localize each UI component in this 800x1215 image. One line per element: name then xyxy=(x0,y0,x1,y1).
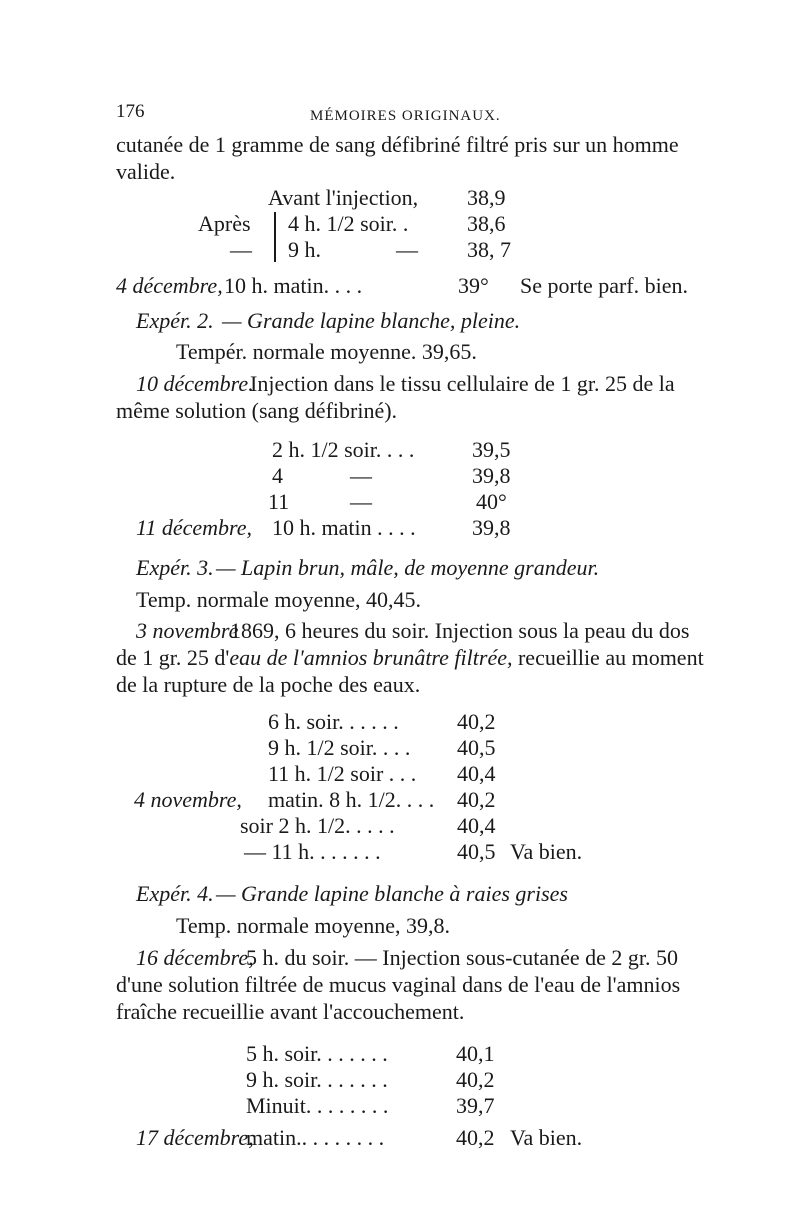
table-note: Se porte parf. bien. xyxy=(520,273,688,298)
table-time: soir 2 h. 1/2. . . . . xyxy=(240,813,395,838)
table-time: 10 h. matin. . . . xyxy=(224,273,363,298)
ditto-dash: — xyxy=(396,237,418,262)
table-value: 40,2 xyxy=(457,787,496,812)
table-value: 39,8 xyxy=(472,463,511,488)
table-date: 4 décembre, xyxy=(116,273,223,298)
table-value: 39,7 xyxy=(456,1093,495,1118)
experiment-description: — Grande lapine blanche à raies grises xyxy=(216,881,568,906)
table-time: matin. 8 h. 1/2. . . . xyxy=(268,787,435,812)
paragraph-line: valide. xyxy=(116,159,176,184)
page-number: 176 xyxy=(116,101,145,122)
ditto-dash: — xyxy=(350,489,372,514)
text-segment: de 1 gr. 25 d' xyxy=(116,645,230,670)
table-value: 39,8 xyxy=(472,515,511,540)
table-value: 40,2 xyxy=(456,1067,495,1092)
table-value: 40,2 xyxy=(456,1125,495,1150)
paragraph-date: 10 décembre. xyxy=(136,371,254,396)
paragraph-line: 1869, 6 heures du soir. Injection sous la peau du dos xyxy=(230,618,690,643)
table-value: 38,6 xyxy=(467,211,506,236)
table-time: 9 h. soir. . . . . . . xyxy=(246,1067,388,1092)
table-time: 2 h. 1/2 soir. . . . xyxy=(272,437,415,462)
paragraph-line: fraîche recueillie avant l'accouchement. xyxy=(116,999,465,1024)
table-prefix: Après xyxy=(198,211,251,236)
table-value: 40,5 xyxy=(457,735,496,760)
table-note: Va bien. xyxy=(510,1125,583,1150)
table-time: 11 h. 1/2 soir . . . xyxy=(268,761,417,786)
paragraph-date: 16 décembre, xyxy=(136,945,254,970)
table-date: 4 novembre, xyxy=(134,787,242,812)
table-value: 38, 7 xyxy=(467,237,511,262)
paragraph-line: de la rupture de la poche des eaux. xyxy=(116,672,421,697)
normal-temperature: Temp. normale moyenne, 40,45. xyxy=(136,587,422,612)
table-time: Minuit. . . . . . . . xyxy=(246,1093,389,1118)
paragraph-line: d'une solution filtrée de mucus vaginal dans de l'eau de l'amnios xyxy=(116,972,681,997)
table-value: 40,1 xyxy=(456,1041,495,1066)
normal-temperature: Temp. normale moyenne, 39,8. xyxy=(176,913,451,938)
paragraph-line: 5 h. du soir. — Injection sous-cutanée de 2 gr. 50 xyxy=(246,945,678,970)
table-note: Va bien. xyxy=(510,839,583,864)
text-segment: recueillie au moment xyxy=(512,645,704,670)
paragraph-line: Injection dans le tissu cellulaire de 1 gr. 25 de la xyxy=(250,371,675,396)
table-date: 11 décembre, xyxy=(136,515,253,540)
experiment-label: Expér. 2. xyxy=(136,308,214,333)
table-time: 4 xyxy=(272,463,283,488)
table-time: 9 h. xyxy=(288,237,321,262)
running-title: MÉMOIRES ORIGINAUX. xyxy=(310,108,501,124)
table-value: 40,2 xyxy=(457,709,496,734)
table-time: 10 h. matin . . . . xyxy=(272,515,416,540)
table-value: 40,4 xyxy=(457,813,496,838)
table-time: 11 xyxy=(268,489,290,514)
normal-temperature: Tempér. normale moyenne. 39,65. xyxy=(176,339,477,364)
paragraph-line: cutanée de 1 gramme de sang défibriné filtré pris sur un homme xyxy=(116,132,679,157)
table-time: 4 h. 1/2 soir. . xyxy=(288,211,409,236)
table-value: 40° xyxy=(476,489,507,514)
experiment-description: — Grande lapine blanche, pleine. xyxy=(222,308,521,333)
table-value: 39,5 xyxy=(472,437,511,462)
table-prefix: — xyxy=(230,237,252,262)
experiment-description: — Lapin brun, mâle, de moyenne grandeur. xyxy=(216,555,600,580)
table-value: 38,9 xyxy=(467,185,506,210)
experiment-label: Expér. 3. xyxy=(136,555,214,580)
table-value: 40,4 xyxy=(457,761,496,786)
paragraph-line xyxy=(116,644,704,672)
experiment-label: Expér. 4. xyxy=(136,881,214,906)
brace-mark xyxy=(274,212,276,262)
emphasized-text: eau de l'amnios brunâtre filtrée, xyxy=(229,645,513,670)
table-label: Avant l'injection, xyxy=(268,185,419,210)
table-date: 17 décembre, xyxy=(136,1125,254,1150)
table-time: 5 h. soir. . . . . . . xyxy=(246,1041,388,1066)
paragraph-date: 3 novembre xyxy=(136,618,239,643)
table-time: 6 h. soir. . . . . . xyxy=(268,709,399,734)
table-time: — 11 h. . . . . . . xyxy=(244,839,381,864)
table-time: matin.. . . . . . . . xyxy=(246,1125,385,1150)
table-value: 40,5 xyxy=(457,839,496,864)
table-value: 39° xyxy=(458,273,489,298)
paragraph-line: même solution (sang défibriné). xyxy=(116,398,398,423)
ditto-dash: — xyxy=(350,463,372,488)
table-time: 9 h. 1/2 soir. . . . xyxy=(268,735,411,760)
